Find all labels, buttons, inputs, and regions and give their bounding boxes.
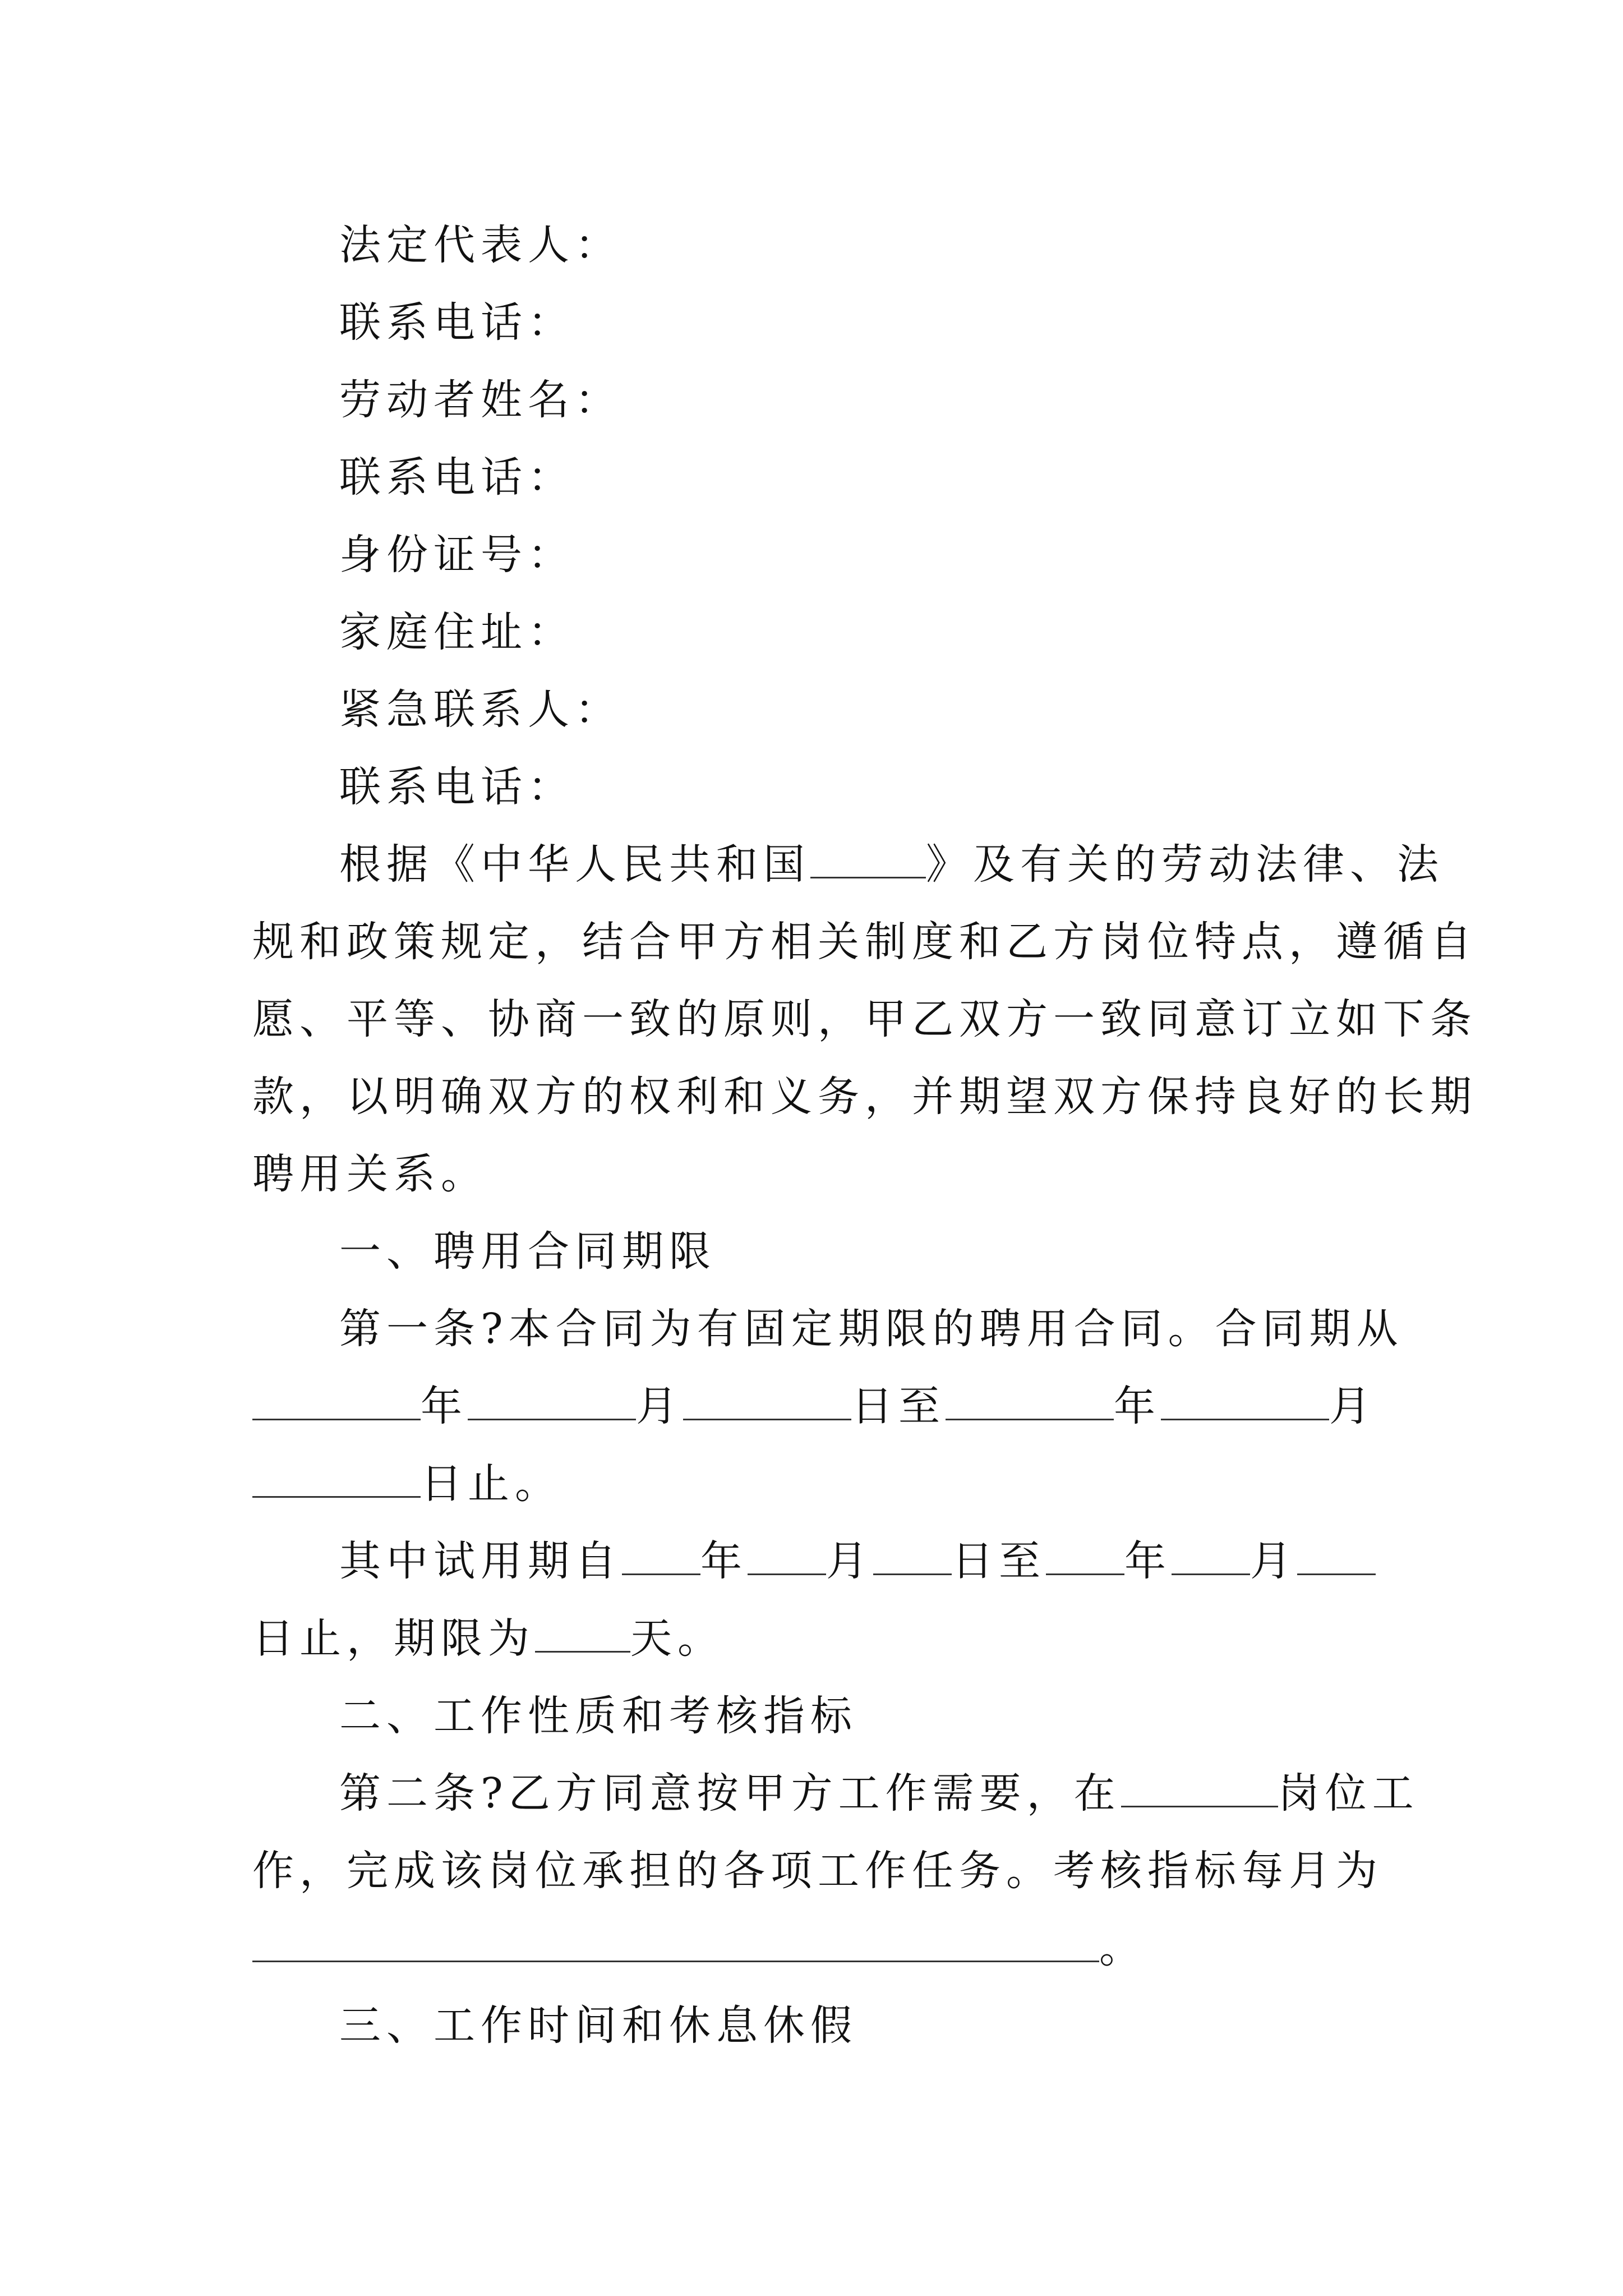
end-day-blank: [252, 1461, 421, 1498]
trial-end-month-blank: [1172, 1539, 1250, 1575]
preamble-line-4: 款，以明确双方的权利和义务，并期望双方保持良好的长期: [252, 1073, 1477, 1121]
day-to-label: 日至: [851, 1382, 946, 1430]
start-day-blank: [683, 1384, 851, 1420]
article-1-line-1: 第一条?本合同为有固定期限的聘用合同。合同期从: [339, 1305, 1404, 1353]
month-label: 月: [1250, 1537, 1297, 1585]
period-mark: 。: [1099, 1924, 1146, 1972]
preamble-text: 根据《中华人民共和国: [339, 840, 810, 889]
preamble-line-3: 愿、平等、协商一致的原则，甲乙双方一致同意订立如下条: [252, 995, 1477, 1043]
section-3-heading: 三、工作时间和休息休假: [339, 2001, 857, 2050]
trial-end-day-blank: [1297, 1539, 1376, 1575]
id-number-field: 身份证号：: [339, 531, 575, 579]
contract-period-end-line: [252, 1445, 1391, 1522]
emergency-phone-field: 联系电话：: [339, 763, 575, 811]
trial-end-label: 日止，期限为: [252, 1614, 535, 1663]
trial-duration-line: [252, 1600, 1391, 1677]
start-year-blank: [252, 1384, 421, 1420]
home-address-field: 家庭住址：: [339, 608, 575, 656]
contract-period-line: [252, 1368, 1391, 1445]
law-name-blank: [810, 842, 926, 878]
preamble-text: 》及有关的劳动法律、法: [926, 840, 1444, 889]
year-label: 年: [700, 1537, 748, 1585]
preamble-line-5: 聘用关系。: [252, 1150, 488, 1198]
year-label: 年: [1114, 1382, 1161, 1430]
preamble-line-1: [339, 826, 1444, 903]
days-unit-label: 天。: [630, 1614, 725, 1663]
year-label: 年: [421, 1382, 468, 1430]
month-label: 月: [826, 1537, 873, 1585]
assessment-target-line: [252, 1910, 1391, 1987]
month-label: 月: [636, 1382, 683, 1430]
trial-start-label: 其中试用期自: [339, 1537, 622, 1585]
end-year-blank: [946, 1384, 1114, 1420]
month-label: 月: [1329, 1382, 1376, 1430]
assessment-target-blank: [252, 1926, 1099, 1962]
trial-end-year-blank: [1046, 1539, 1124, 1575]
trial-start-month-blank: [748, 1539, 826, 1575]
section-1-heading: 一、聘用合同期限: [339, 1227, 716, 1276]
start-month-blank: [468, 1384, 636, 1420]
employee-name-field: 劳动者姓名：: [339, 376, 622, 424]
trial-period-line: [339, 1522, 1391, 1600]
article-2-text: 岗位工: [1278, 1769, 1419, 1818]
article-2-text: 第二条?乙方同意按甲方工作需要，在: [339, 1769, 1121, 1818]
preamble-line-2: 规和政策规定，结合甲方相关制度和乙方岗位特点，遵循自: [252, 918, 1477, 966]
trial-start-year-blank: [622, 1539, 700, 1575]
article-2-line-1: [339, 1755, 1419, 1832]
section-2-heading: 二、工作性质和考核指标: [339, 1692, 857, 1740]
end-month-blank: [1161, 1384, 1329, 1420]
trial-start-day-blank: [873, 1539, 952, 1575]
post-name-blank: [1121, 1771, 1278, 1807]
employee-phone-field: 联系电话：: [339, 453, 575, 501]
article-2-line-2: 作，完成该岗位承担的各项工作任务。考核指标每月为: [252, 1847, 1383, 1895]
legal-representative-field: 法定代表人：: [339, 221, 622, 269]
employer-phone-field: 联系电话：: [339, 298, 575, 347]
trial-days-blank: [535, 1616, 630, 1653]
year-label: 年: [1124, 1537, 1172, 1585]
day-to-label: 日至: [952, 1537, 1046, 1585]
day-end-label: 日止。: [421, 1460, 562, 1508]
emergency-contact-field: 紧急联系人：: [339, 685, 622, 734]
